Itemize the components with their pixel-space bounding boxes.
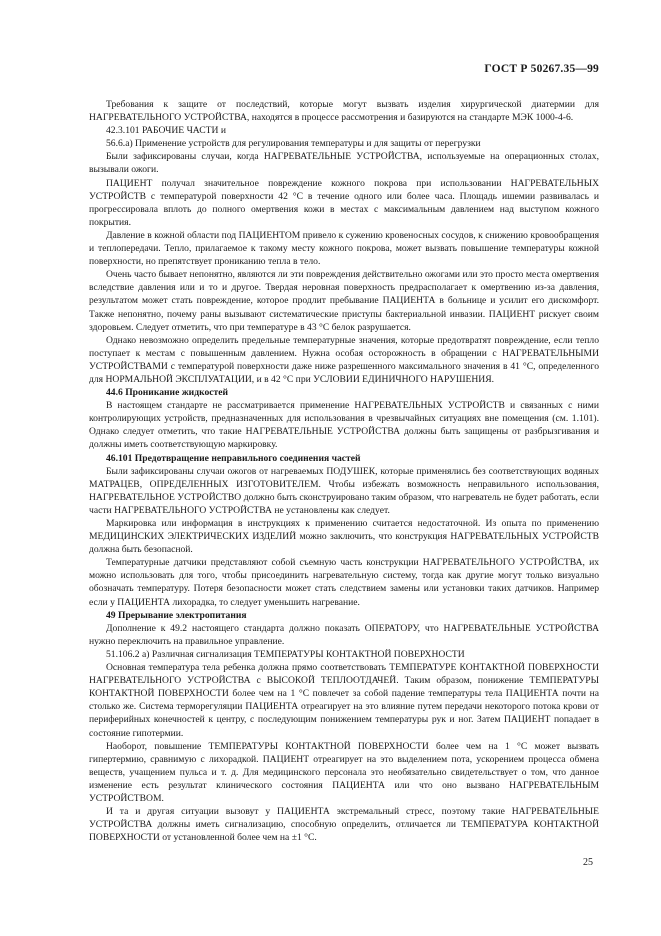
paragraph: Были зафиксированы случаи, когда НАГРЕВАТЕЛЬНЫЕ УСТРОЙСТВА, используемые на операционных столах, вызывали ожоги.: [89, 151, 599, 176]
document-body: [89, 98, 599, 844]
paragraph: ПАЦИЕНТ получал значительное повреждение кожного покрова при использовании НАГРЕВАТЕЛЬНЫХ УСТРОЙСТВ с температурой поверхности 42 °С в течение одного или более часа. Площадь ишемии развивалась и прогрессировала вплоть до полного омертвения кожи в местах с максимальным давлением над выступом кожного покрытия.: [89, 177, 599, 228]
paragraph: Требования к защите от последствий, которые могут вызвать изделия хирургической диатермии для НАГРЕВАТЕЛЬНОГО УСТРОЙСТВА, находятся в процессе рассмотрения и базируются на стандарте МЭК 1000-4-6.: [89, 99, 599, 124]
section-reference: 51.106.2 а) Различная сигнализация ТЕМПЕРАТУРЫ КОНТАКТНОЙ ПОВЕРХНОСТИ: [106, 648, 465, 660]
paragraph: Однако невозможно определить предельные температурные значения, которые предотвратят повреждение, если тепло поступает к местам с повышенным давлением. Нужна особая осторожность в обращении с НАГРЕВАТЕЛЬНЫМИ УСТРОЙСТВАМИ с температурой поверхности даже ниже разрешенного максимального значения в 41 °С, определенного для НОРМАЛЬНОЙ ЭКСПЛУАТАЦИИ, и в 42 °С при УСЛОВИИ ЕДИНИЧНОГО НАРУШЕНИЯ.: [89, 334, 599, 385]
page-number: 25: [583, 857, 593, 868]
section-heading: 49 Прерывание электропитания: [106, 609, 247, 621]
section-reference: 56.6.а) Применение устройств для регулирования температуры и для защиты от перегрузки: [106, 138, 481, 150]
section-reference: 42.3.101 РАБОЧИЕ ЧАСТИ и: [106, 125, 226, 137]
paragraph: Очень часто бывает непонятно, являются ли эти повреждения действительно ожогами или это просто места омертвения вследствие давления или и то и другое. Твердая неровная поверхность предрасполагает к омертвению из-за давления, результатом может стать повреждение, которое продлит пребывание ПАЦИЕНТА в больнице и усилит его дискомфорт. Также непонятно, почему раны вызывают систематические приступы бактериальной инвазии. ПАЦИЕНТ рискует своим здоровьем. Следует отметить, что при температуре в 43 °С белок разрушается.: [89, 269, 599, 333]
paragraph: Маркировка или информация в инструкциях к применению считается недостаточной. Из опыта по применению МЕДИЦИНСКИХ ЭЛЕКТРИЧЕСКИХ ИЗДЕЛИЙ можно заключить, что конструкция НАГРЕВАТЕЛЬНЫХ УСТРОЙСТВ должна быть безопасной.: [89, 518, 599, 556]
paragraph: Температурные датчики представляют собой съемную часть конструкции НАГРЕВАТЕЛЬНОГО УСТРОЙСТВА, их можно использовать для того, чтобы присоединить нагревательную систему, тогда как другие могут только визуально обозначать температуру. Потеря безопасности может стать следствием замены или установки таких датчиков. Например если у ПАЦИЕНТА лихорадка, то следует уменьшить нагревание.: [89, 557, 599, 608]
paragraph: Основная температура тела ребенка должна прямо соответствовать ТЕМПЕРАТУРЕ КОНТАКТНОЙ ПОВЕРХНОСТИ НАГРЕВАТЕЛЬНОГО УСТРОЙСТВА с ВЫСОКОЙ ТЕПЛООТДАЧЕЙ. Таким образом, понижение ТЕМПЕРАТУРЫ КОНТАКТНОЙ ПОВЕРХНОСТИ более чем на 1 °С повлечет за собой падение температуры тела ПАЦИЕНТА почти на столько же. Система терморегуляции ПАЦИЕНТА отреагирует на это влияние путем передачи некоторого потока крови от периферийных конечностей к центру, с последующим понижением температуры рук и ног. Затем ПАЦИЕНТ попадает в состояние гипотермии.: [89, 662, 599, 739]
paragraph: Были зафиксированы случаи ожогов от нагреваемых ПОДУШЕК, которые применялись без соответствующих водяных МАТРАЦЕВ, ОПРЕДЕЛЕННЫХ ИЗГОТОВИТЕЛЕМ. Чтобы избежать возможность неправильного использования, НАГРЕВАТЕЛЬНОЕ УСТРОЙСТВО должно быть сконструировано таким образом, что нагреватель не будет работать, если части НАГРЕВАТЕЛЬНОГО УСТРОЙСТВА не установлены как следует.: [89, 465, 599, 516]
paragraph: И та и другая ситуации вызовут у ПАЦИЕНТА экстремальный стресс, поэтому такие НАГРЕВАТЕЛЬНЫЕ УСТРОЙСТВА должны иметь сигнализацию, способную определить, отличается ли ТЕМПЕРАТУРА КОНТАКТНОЙ ПОВЕРХНОСТИ от установленной более чем на ±1 °С.: [89, 806, 599, 844]
section-heading: 44.6 Проникание жидкостей: [106, 387, 229, 399]
paragraph: Давление в кожной области под ПАЦИЕНТОМ привело к сужению кровеносных сосудов, к снижению кровообращения и теплопередачи. Тепло, прилагаемое к такому месту кожного покрова, может вызвать повышение температуры кожной поверхности, но препятствует прониканию тепла в тело.: [89, 229, 599, 268]
section-heading: 46.101 Предотвращение неправильного соединения частей: [106, 452, 361, 464]
paragraph: Дополнение к 49.2 настоящего стандарта должно показать ОПЕРАТОРУ, что НАГРЕВАТЕЛЬНЫЕ УСТРОЙСТВА нужно переключить на правильное управление.: [89, 622, 599, 647]
paragraph: В настоящем стандарте не рассматривается применение НАГРЕВАТЕЛЬНЫХ УСТРОЙСТВ и связанных с ними контролирующих устройств, предназначенных для использования в чрезвычайных ситуациях вне помещения (см. 1.101). Однако следует отметить, что такие НАГРЕВАТЕЛЬНЫЕ УСТРОЙСТВА должны быть защищены от разбрызгивания и должны иметь соответствующую маркировку.: [89, 400, 599, 451]
standard-number-header: ГОСТ Р 50267.35—99: [484, 63, 599, 75]
paragraph: Наоборот, повышение ТЕМПЕРАТУРЫ КОНТАКТНОЙ ПОВЕРХНОСТИ более чем на 1 °С может вызвать гипертермию, сравнимую с лихорадкой. ПАЦИЕНТ отреагирует на это выделением пота, ускорением процесса обмена веществ, учащением пульса и т. д. Для медицинского персонала это необязательно свидетельствует о том, что данное изменение есть результат клинического состояния ПАЦИЕНТА или что оно вызвано НАГРЕВАТЕЛЬНЫМ УСТРОЙСТВОМ.: [89, 740, 599, 804]
